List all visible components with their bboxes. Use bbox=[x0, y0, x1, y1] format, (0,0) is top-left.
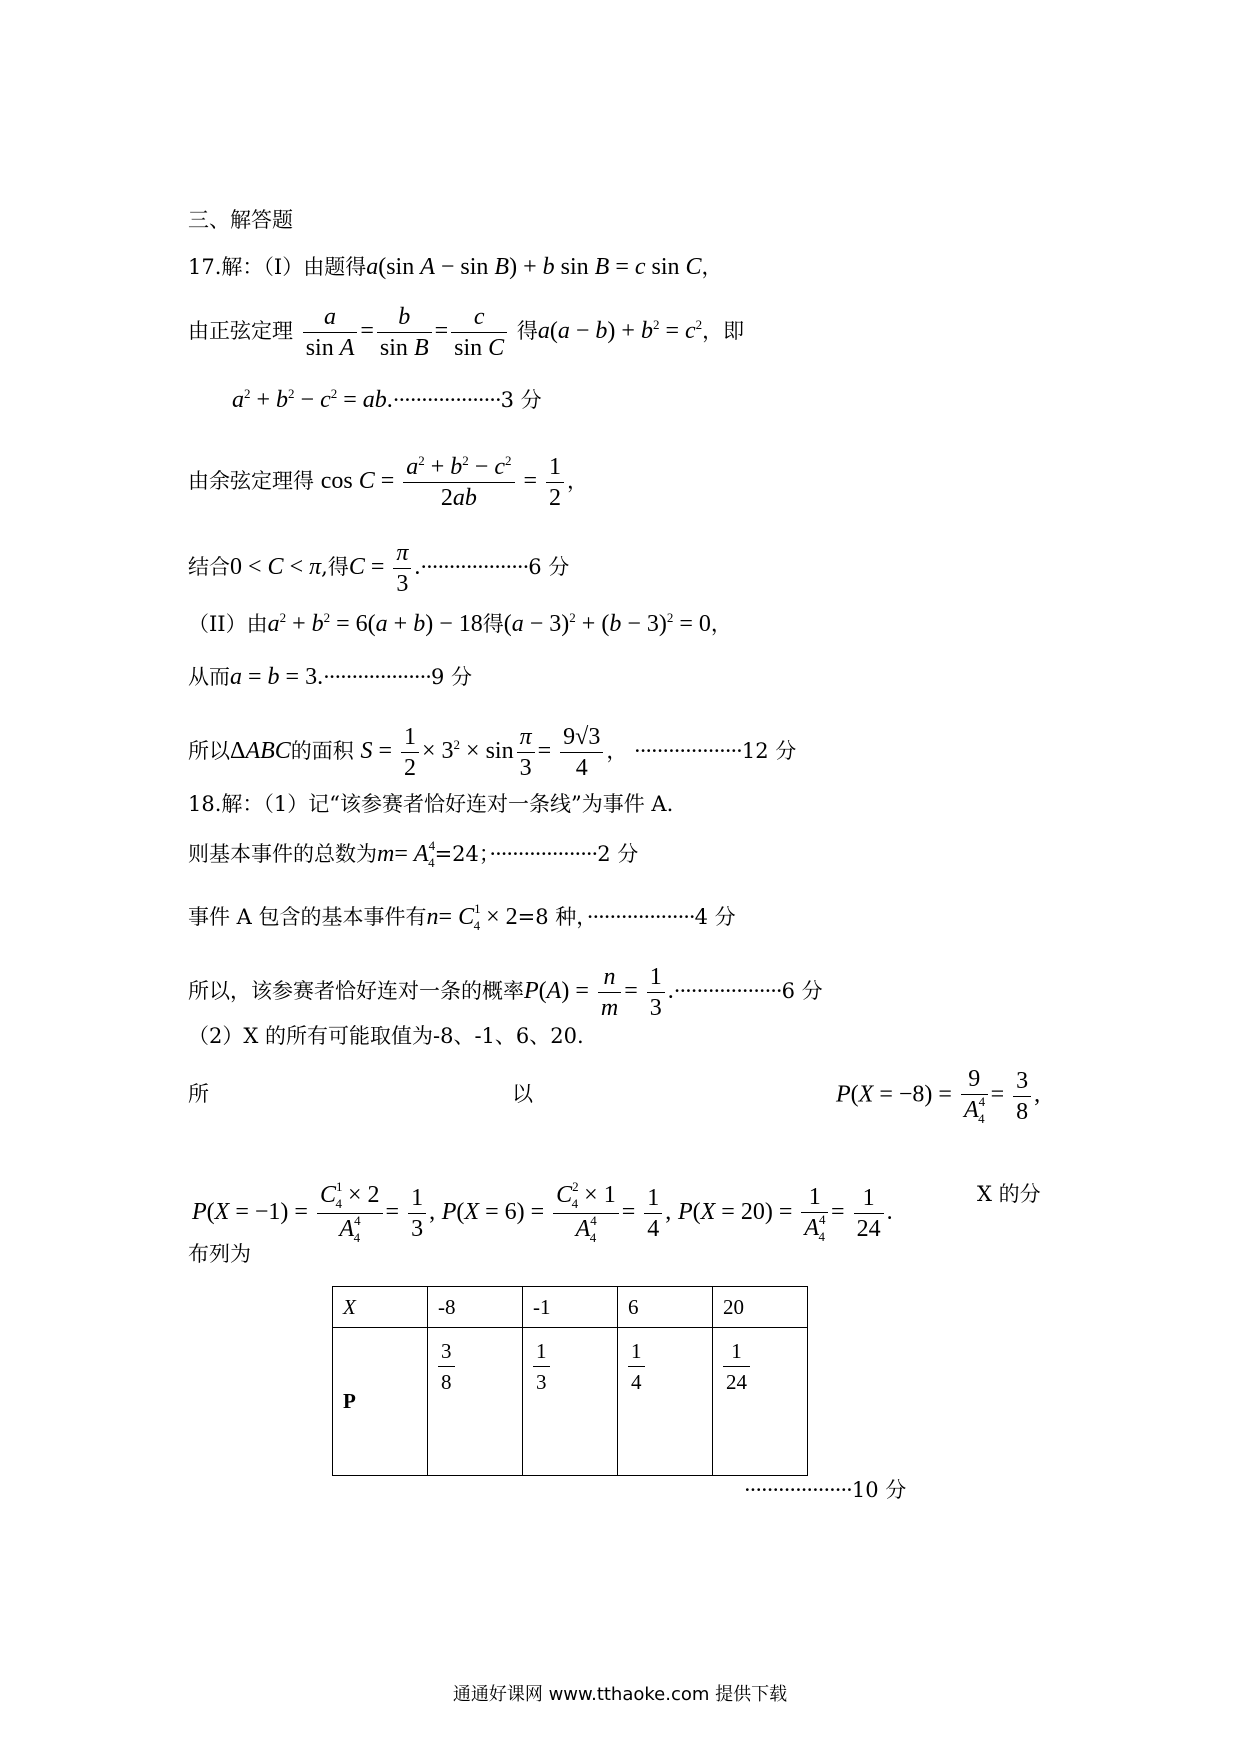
dist-tail: X 的分 bbox=[977, 1182, 1041, 1206]
p18-line9 bbox=[744, 1476, 1240, 1504]
leader-dots: ··················· bbox=[673, 979, 782, 1004]
p18-line4 bbox=[188, 962, 1240, 1023]
p18-line2 bbox=[188, 840, 1240, 871]
p17-line4 bbox=[188, 452, 1240, 513]
inequality: 0 < C < π bbox=[230, 554, 322, 581]
comma: ， bbox=[606, 739, 628, 764]
p17-line3 bbox=[232, 386, 1240, 414]
p18-l3-val: =8 种， bbox=[517, 905, 587, 929]
points-2: 2 分 bbox=[597, 842, 639, 866]
p17-line5: 结合0 < C < π,得C = $\frac{\pi}{3}$ .···················6 分 bbox=[188, 540, 570, 597]
points-12: 12 分 bbox=[741, 739, 797, 764]
p18-line6 bbox=[188, 1066, 1240, 1126]
sine-rule-formula: $\frac{a}{\text{sin A}}$ = $\frac{b}{\text{sin B}}$ = $\frac{c}{\text{sin C}}$ bbox=[300, 318, 511, 344]
p18-l3-pre: 事件 A 包含的基本事件有 bbox=[188, 905, 427, 929]
p18-label: 18.解： bbox=[188, 792, 264, 816]
p17-line8 bbox=[188, 722, 1240, 783]
p18-line7 bbox=[192, 1180, 1240, 1247]
de-text: 得 bbox=[516, 319, 538, 344]
equation: $a^2 + b^2 - c^2$ = ab. bbox=[232, 386, 393, 413]
prob-x-20: P(X = 20) = $\frac{1}{A^4_4}$ = $\frac{1}{24}$ . bbox=[677, 1183, 893, 1244]
leader-dots: ··················· bbox=[392, 388, 501, 412]
p17-part1-intro: （I）由题得 bbox=[263, 255, 367, 279]
distribution-table bbox=[332, 1286, 808, 1476]
table-cell: -8 bbox=[428, 1287, 523, 1328]
p17-line6 bbox=[188, 610, 1240, 638]
points-3: 3 分 bbox=[500, 388, 542, 412]
area-pre: 所以 bbox=[188, 739, 230, 764]
triangle-abc: ΔABC bbox=[230, 738, 291, 765]
equation: $a^2 + b^2 = 6(a + b) - 18$ bbox=[267, 610, 483, 637]
de3-text: 得 bbox=[482, 612, 504, 636]
prob-x-6: P(X = 6) = $\frac{C^2_4 \times 1}{A^4_4}$ = $\frac{1}{4}$ , bbox=[441, 1179, 672, 1245]
prob-x-neg8: P(X = −8) = $\frac{9}{A^4_4}$ = $\frac{3}{8}$ , bbox=[836, 1066, 1041, 1126]
comma: ， bbox=[567, 469, 589, 494]
from-text: 从而 bbox=[188, 665, 230, 689]
table-cell: $\frac{1}{3}$ bbox=[523, 1328, 618, 1476]
p17-l1-tail: ， bbox=[701, 255, 723, 279]
table-cell: X bbox=[333, 1287, 428, 1328]
n-eq-c41: $n= C^1_4 \times 2$ bbox=[426, 901, 518, 933]
table-cell: 20 bbox=[713, 1287, 808, 1328]
points-6: 6 分 bbox=[528, 555, 570, 580]
leader-dots: ··················· bbox=[323, 665, 431, 689]
table-cell: 6 bbox=[618, 1287, 713, 1328]
suo-text: 所 bbox=[188, 1082, 209, 1106]
table-row-label: P bbox=[333, 1328, 428, 1476]
combine-text: 结合 bbox=[188, 555, 230, 580]
points-4: 4 分 bbox=[694, 905, 736, 929]
yi-text: 以 bbox=[512, 1082, 533, 1106]
leader-dots: ··················· bbox=[489, 842, 598, 866]
p18-l4-pre: 所以，该参赛者恰好连对一条的概率 bbox=[188, 979, 524, 1004]
section-title: 三、解答题 bbox=[188, 208, 293, 232]
p18-l1: （1）记“该参赛者恰好连对一条线”为事件 A. bbox=[263, 792, 674, 816]
points-9: 9 分 bbox=[430, 665, 472, 689]
cos-rule-text: 由余弦定理得 bbox=[188, 469, 314, 494]
sine-rule-text: 由正弦定理 bbox=[188, 319, 293, 344]
p18-line8: 布列为 bbox=[188, 1242, 251, 1266]
p18-l2-pre: 则基本事件的总数为 bbox=[188, 842, 377, 866]
prob-a: P(A) = $\frac{n}{m}$ = $\frac{1}{3}$ . bbox=[524, 964, 674, 1021]
part2-intro: （II）由 bbox=[188, 612, 268, 636]
p17-line1 bbox=[188, 253, 1240, 281]
table-cell: $\frac{1}{24}$ bbox=[713, 1328, 808, 1476]
equation: $(a - 3)^2 + (b - 3)^2 = 0$ bbox=[503, 610, 711, 637]
equation: $a(a - b) + b^2 = c^2$ bbox=[537, 317, 703, 345]
equation: a = b = 3. bbox=[230, 664, 324, 690]
points-10: 10 分 bbox=[851, 1478, 907, 1502]
equation: C = $\frac{\pi}{3}$ . bbox=[348, 540, 421, 597]
p18-line1 bbox=[188, 790, 1240, 818]
de2-text: 得 bbox=[327, 555, 349, 580]
points-6b: 6 分 bbox=[781, 979, 823, 1004]
table-cell: -1 bbox=[523, 1287, 618, 1328]
m-eq-a44: $m= A^4_4$ bbox=[377, 838, 436, 870]
comma: ， bbox=[710, 612, 732, 636]
leader-dots: ··················· bbox=[586, 905, 695, 929]
table-cell: $\frac{3}{8}$ bbox=[428, 1328, 523, 1476]
p17-label: 17.解： bbox=[188, 255, 264, 279]
area-formula: S = $\frac{1}{2}$ × $3^2 \times \sin$ $\frac{\pi}{3}$ = $\frac{9√3}{4}$ bbox=[360, 738, 606, 764]
p18-line3 bbox=[188, 903, 1240, 934]
leader-dots: ··················· bbox=[634, 739, 742, 764]
leader-dots: ··················· bbox=[420, 555, 529, 580]
cos-formula: cos C = $\frac{a^2 + b^2 - c^2}{2ab}$ = $\frac{1}{2}$ bbox=[321, 468, 567, 494]
area-mid: 的面积 bbox=[290, 739, 354, 764]
p18-line5: （2）X 的所有可能取值为-8、-1、6、20. bbox=[188, 1024, 584, 1048]
table-prob-row bbox=[333, 1328, 808, 1476]
ji-text: ，即 bbox=[702, 319, 745, 344]
p17-line7 bbox=[188, 663, 1240, 691]
table-cell: $\frac{1}{4}$ bbox=[618, 1328, 713, 1476]
p17-line2 bbox=[188, 302, 1240, 363]
p18-l2-val: =24； bbox=[434, 842, 490, 866]
equation: a(sin A − sin B) + b sin B = c sin C bbox=[366, 254, 702, 280]
table-header-row bbox=[333, 1287, 808, 1328]
prob-x-neg1: P(X = −1) = $\frac{C^1_4 \times 2}{A^4_4}$ = $\frac{1}{3}$ , bbox=[192, 1179, 436, 1245]
footer: 通通好课网 www.tthaoke.com 提供下载 bbox=[452, 1684, 788, 1705]
leader-dots: ··················· bbox=[744, 1478, 852, 1502]
